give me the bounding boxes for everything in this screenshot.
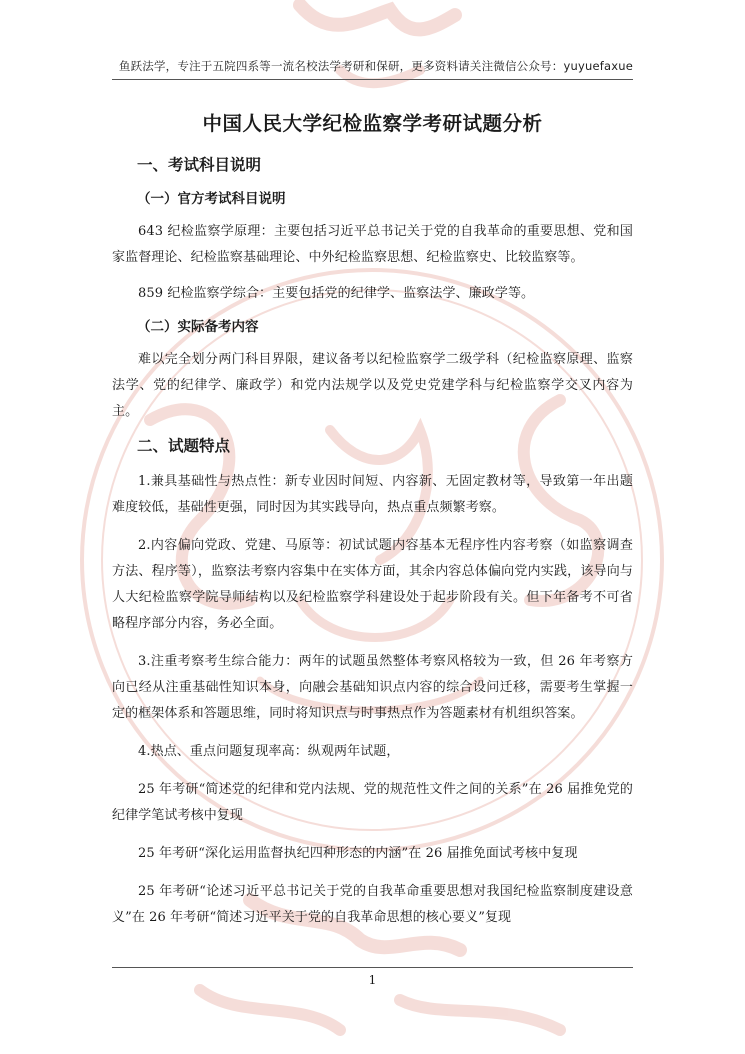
header-rule [112, 79, 633, 80]
document-body [112, 150, 633, 931]
paragraph-859: 859 纪检监察学综合：主要包括党的纪律学、监察法学、廉政学等。 [138, 286, 535, 301]
paragraph-feature-2: 2.内容偏向党政、党建、马原等：初试试题内容基本无程序性内容考察（如监察调查方法、程序等），监察法考察内容集中在实体方面，其余内容总体偏向党内实践，该导向与人大纪检监察学院导师结构以及纪检监察学科建设处于起步阶段有关。但下年备考不可省略程序部分内容，务必全面。 [112, 538, 633, 631]
page-header: 鱼跃法学，专注于五院四系等一流名校法学考研和保研，更多资料请关注微信公众号：yuyuefaxue [118, 59, 633, 73]
paragraph-feature-4: 4.热点、重点问题复现率高：纵观两年试题， [138, 744, 400, 759]
paragraph-prep: 难以完全划分两门科目界限，建议备考以纪检监察学二级学科（纪检监察原理、监察法学、党的纪律学、廉政学）和党内法规学以及党史党建学科与纪检监察学交叉内容为主。 [112, 352, 633, 419]
section-heading-1: 一、考试科目说明 [137, 156, 262, 174]
paragraph-feature-3: 3.注重考察考生综合能力：两年的试题虽然整体考察风格较为一致，但 26 年考察方向已经从注重基础性知识本身，向融会基础知识点内容的综合设问迁移，需要考生掌握一定的框架体系和答题思维，同时将知识点与时事热点作为答题素材有机组织答案。 [112, 654, 633, 721]
section-heading-2: 二、试题特点 [137, 437, 231, 455]
paragraph-643: 643 纪检监察学原理：主要包括习近平总书记关于党的自我革命的重要思想、党和国家监督理论、纪检监察基础理论、中外纪检监察思想、纪检监察史、比较监察等。 [112, 224, 633, 265]
page-number: 1 [368, 973, 377, 987]
paragraph-example-2: 25 年考研“深化运用监督执纪四种形态的内涵”在 26 届推免面试考核中复现 [138, 846, 578, 861]
paragraph-feature-1: 1.兼具基础性与热点性：新专业因时间短、内容新、无固定教材等，导致第一年出题难度较低，基础性更强，同时因为其实践导向，热点重点频繁考察。 [112, 474, 633, 515]
document-title: 中国人民大学纪检监察学考研试题分析 [202, 112, 543, 135]
paragraph-example-3: 25 年考研“论述习近平总书记关于党的自我革命重要思想对我国纪检监察制度建设意义”在 26 年考研“简述习近平关于党的自我革命思想的核心要义”复现 [112, 884, 633, 925]
footer-rule [112, 967, 633, 968]
subsection-heading-2: （二）实际备考内容 [137, 319, 259, 335]
subsection-heading-1: （一）官方考试科目说明 [137, 191, 286, 207]
paragraph-example-1: 25 年考研“简述党的纪律和党内法规、党的规范性文件之间的关系”在 26 届推免党的纪律学笔试考核中复现 [112, 782, 633, 823]
